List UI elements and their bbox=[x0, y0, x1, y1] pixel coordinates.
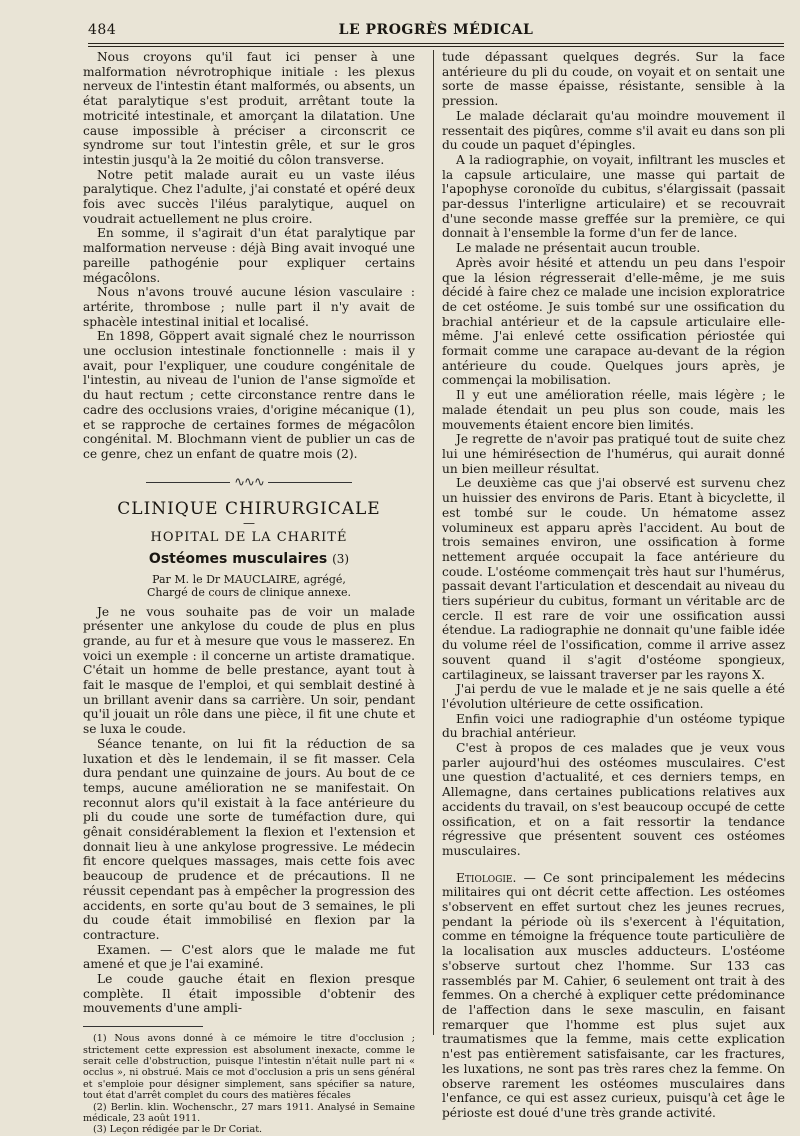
paragraph: En somme, il s'agirait d'un état paralytique par malformation nerveuse : déjà Bing avait invoqué une pareille pathogénie pour expliquer certains mégacôlons. bbox=[83, 226, 415, 285]
byline-role: Chargé de cours de clinique annexe. bbox=[146, 585, 352, 599]
article-title bbox=[83, 552, 415, 567]
paragraph: Je ne vous souhaite pas de voir un malade présenter une ankylose du coude de plus en plus grande, au fur et à mesure que vous le masserez. En voici un exemple : il concerne un artiste dramatique. C'était un homme de belle prestance, ayant tout à fait le masque de l'emploi, et qui semblait destiné à un brillant avenir dans sa carrière. Un soir, pendant qu'il jouait un rôle dans une pièce, il fit une chute et se luxa le coude. bbox=[83, 604, 415, 737]
article-note-ref: (3) bbox=[332, 551, 350, 566]
paragraph: Il y eut une amélioration réelle, mais légère ; le malade étendait un peu plus son coude, mais les mouvements étaient encore bien limités. bbox=[442, 388, 785, 432]
paragraph: En 1898, Göppert avait signalé chez le nourrisson une occlusion intestinale fonctionnelle : mais il y avait, pour l'expliquer, une coudure congénitale de l'intestin, au niveau de l'union de l'anse sigmoïde et du haut rectum ; cette circonstance rentre dans le cadre des occlusions vraies, d'origine mécanique (1), et se rapproche de certaines formes de mégacôlon congénital. M. Blochmann vient de publier un cas de ce genre, chez un enfant de quatre mois (2). bbox=[83, 329, 415, 461]
paragraph: Après avoir hésité et attendu un peu dans l'espoir que la lésion régresserait d'elle-même, je me suis décidé à faire chez ce malade une incision exploratrice de cet ostéome. Je suis tombé sur une ossification du brachial antérieur et de la capsule articulaire elle-même. J'ai enlevé cette ossification périostée qui formait comme une carapace au-devant de la région antérieure du coude. Quelques jours après, je commençai la mobilisation. bbox=[442, 255, 785, 388]
right-column bbox=[442, 50, 785, 1121]
byline bbox=[83, 573, 415, 599]
paragraph: tude dépassant quelques degrés. Sur la face antérieure du pli du coude, on voyait et on sentait une sorte de masse épaisse, résistante, sensible à la pression. bbox=[442, 50, 785, 109]
section-ornament: ∿∿∿ bbox=[83, 476, 415, 491]
byline-author: Par M. le Dr MAUCLAIRE, agrégé, bbox=[152, 572, 346, 586]
paragraph: Enfin voici une radiographie d'un ostéome typique du brachial antérieur. bbox=[442, 711, 785, 741]
paragraph: Le coude gauche était en flexion presque complète. Il était impossible d'obtenir des mouvements d'une ampli- bbox=[83, 972, 415, 1016]
page-number: 484 bbox=[88, 22, 117, 38]
etiology-text: — Ce sont principalement les médecins militaires qui ont décrit cette affection. Les ostéomes s'observent en effet surtout chez les jeunes recrues, pendant la période où ils s'exercent à l'équitation, comme en témoigne la fréquence toute particulière de la localisation aux muscles adducteurs. L'ostéome s'observe surtout chez l'homme. Sur 133 cas rassemblés par M. Cahier, 6 seulement ont trait à des femmes. On a cherché à expliquer cette prédominance de l'affection dans le sexe masculin, en faisant remarquer que l'homme est plus sujet aux traumatismes que la femme, mais cette explication n'est pas entièrement satisfaisante, car les fractures, les luxations, ne sont pas très rares chez la femme. On observe rarement les ostéomes musculaires dans l'enfance, ce qui est assez curieux, puisqu'à cet âge le périoste est doué d'une très grande activité. bbox=[442, 870, 785, 1120]
footnote: (3) Leçon rédigée par le Dr Coriat. bbox=[93, 1124, 263, 1136]
header-rule bbox=[88, 43, 784, 44]
footnotes bbox=[83, 1033, 415, 1136]
paragraph: Examen. — C'est alors que le malade me fut amené et que je l'ai examiné. bbox=[83, 942, 415, 972]
paragraph: Je regrette de n'avoir pas pratiqué tout de suite chez lui une hémirésection de l'humérus, qui aurait donné un bien meilleur résultat. bbox=[442, 432, 785, 476]
section-title: CLINIQUE CHIRURGICALE bbox=[117, 499, 381, 520]
hospital-name: HOPITAL DE LA CHARITÉ bbox=[150, 530, 348, 546]
paragraph: Le malade ne présentait aucun trouble. bbox=[456, 241, 701, 256]
paragraph: C'est à propos de ces malades que je veux vous parler aujourd'hui des ostéomes musculaires. C'est une question d'actualité, et ces derniers temps, en Allemagne, dans certaines publications relatives aux accidents du travail, on s'est beaucoup occupé de cette ossification, et on a fait ressortir la tendance régressive que présentent souvent ces ostéomes musculaires. bbox=[442, 741, 785, 858]
left-column bbox=[83, 50, 415, 1136]
footnote: (1) Nous avons donné à ce mémoire le titre d'occlusion ; strictement cette expression est absolument inexacte, comme le serait celle d'obstruction, puisque l'intestin n'était nulle part ni « occlus », ni obstrué. Mais ce mot d'occlusion a pris un sens général et s'emploie pour désigner simplement, sans spécifier sa nature, tout état d'arrêt complet du cours des matières fécales bbox=[83, 1033, 415, 1102]
paragraph: Séance tenante, on lui fit la réduction de sa luxation et dès le lendemain, il se fit masser. Cela dura pendant une quinzaine de jours. Au bout de ce temps, aucune amélioration ne se manifestait. On reconnut alors qu'il existait à la face antérieure du pli du coude une sorte de tuméfaction dure, qui gênait considérablement la flexion et l'extension et donnait lieu à une ankylose progressive. Le médecin fit encore quelques massages, mais cette fois avec beaucoup de prudence et de précautions. Il ne réussit cependant pas à empêcher la progression des accidents, en sorte qu'au bout de 3 semaines, le pli du coude était immobilisé en flexion par la contracture. bbox=[83, 736, 415, 942]
paragraph: J'ai perdu de vue le malade et je ne sais quelle a été l'évolution ultérieure de cette ossification. bbox=[442, 682, 785, 711]
paragraph: Le deuxième cas que j'ai observé est survenu chez un huissier des environs de Paris. Etant à bicyclette, il est tombé sur le coude. Un hématome assez volumineux est apparu après l'accident. Au bout de trois semaines environ, une ossification à forme nettement arquée occupait la face antérieure du coude. L'ostéome commençait très haut sur l'humérus, passait devant l'articulation et descendait au niveau du tiers supérieur du cubitus, formant un véritable arc de cercle. Il est rare de voir une ossification aussi étendue. La radiographie ne donnait qu'une faible idée du volume réel de l'ossification, comme il arrive assez souvent quand il s'agit d'ostéome spongieux, cartilagineux, se laissant traverser par les rayons X. bbox=[442, 476, 785, 682]
etiology-label: Etiologie. bbox=[456, 870, 517, 885]
page-header bbox=[88, 20, 784, 42]
paragraph: Notre petit malade aurait eu un vaste iléus paralytique. Chez l'adulte, j'ai constaté et opéré deux fois avec succès l'iléus paralytique, auquel on voudrait actuellement ne plus croire. bbox=[83, 167, 415, 226]
footnote: (2) Berlin. klin. Wochenschr., 27 mars 1911. Analysé in Semaine médicale, 23 août 1911. bbox=[83, 1101, 415, 1125]
paragraph: Nous n'avons trouvé aucune lésion vasculaire : artérite, thrombose ; nulle part il n'y avait de sphacèle intestinal initial et localisé. bbox=[83, 285, 415, 329]
paragraph: Le malade déclarait qu'au moindre mouvement il ressentait des piqûres, comme s'il avait eu dans son pli du coude un paquet d'épingles. bbox=[442, 108, 785, 153]
article-title-text: Ostéomes musculaires bbox=[148, 550, 328, 567]
paragraph: A la radiographie, on voyait, infiltrant les muscles et la capsule articulaire, une masse qui partait de l'apophyse coronoïde du cubitus, s'élargissait (passait par-dessus l'interligne articulaire) et se recouvrait d'une seconde masse greffée sur la première, ce qui donnait à l'ensemble la forme d'un fer de lance. bbox=[442, 152, 785, 241]
footnote-rule bbox=[83, 1026, 203, 1027]
etiology-paragraph bbox=[442, 871, 785, 1121]
journal-title: LE PROGRÈS MÉDICAL bbox=[338, 22, 534, 38]
column-separator bbox=[433, 50, 434, 1035]
header-rule-double bbox=[88, 46, 784, 47]
title-dash: — bbox=[243, 516, 255, 531]
paragraph: Nous croyons qu'il faut ici penser à une malformation névrotrophique initiale : les plexus nerveux de l'intestin étant malformés, ou absents, un état paralytique s'est produit, arrêtant toute la motricité intestinale, et amorçant la dilatation. Une cause impossible à préciser a circonscrit ce syndrome sur tout l'intestin grêle, et sur le gros intestin jusqu'à la 2e moitié du côlon transverse. bbox=[83, 50, 415, 167]
